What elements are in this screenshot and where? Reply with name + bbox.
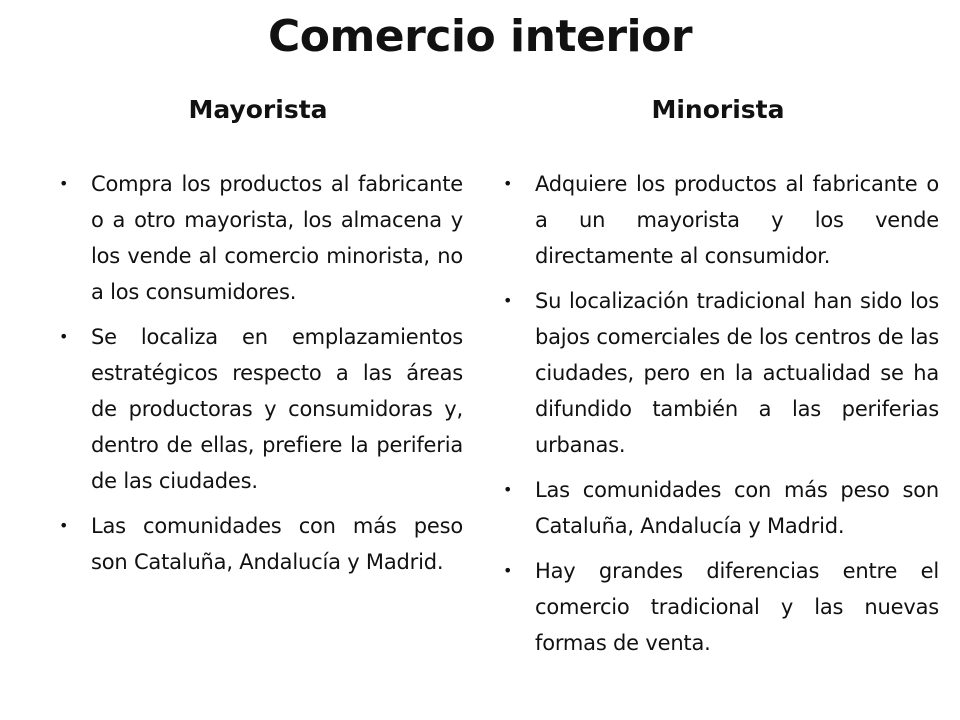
bullet-list-minorista bbox=[497, 166, 939, 661]
bullet-text: Adquiere los productos al fabricante o a un mayorista y los vende directamente al consumidor. bbox=[535, 172, 939, 268]
bullet-list-mayorista bbox=[53, 166, 463, 580]
list-item bbox=[53, 166, 463, 310]
list-item bbox=[53, 319, 463, 499]
list-item bbox=[497, 472, 939, 544]
bullet-text: Hay grandes diferencias entre el comercio tradicional y las nuevas formas de venta. bbox=[535, 559, 939, 655]
bullet-text: Compra los productos al fabricante o a otro mayorista, los almacena y los vende al comercio minorista, no a los consumidores. bbox=[91, 172, 463, 304]
column-heading-mayorista: Mayorista bbox=[188, 95, 328, 124]
list-item bbox=[497, 283, 939, 463]
bullet-icon: • bbox=[59, 327, 69, 346]
column-heading-minorista: Minorista bbox=[651, 95, 785, 124]
bullet-icon: • bbox=[503, 291, 513, 310]
slide-title: Comercio interior bbox=[267, 11, 693, 62]
bullet-icon: • bbox=[503, 561, 513, 580]
list-item bbox=[53, 508, 463, 580]
column-mayorista bbox=[53, 90, 463, 589]
bullet-text: Se localiza en emplazamientos estratégicos respecto a las áreas de productoras y consumidoras y, dentro de ellas, prefiere la periferia de las ciudades. bbox=[91, 325, 463, 493]
list-item bbox=[497, 166, 939, 274]
list-item bbox=[497, 553, 939, 661]
bullet-icon: • bbox=[59, 516, 69, 535]
bullet-icon: • bbox=[59, 174, 69, 193]
bullet-text: Las comunidades con más peso son Cataluña, Andalucía y Madrid. bbox=[535, 478, 939, 538]
bullet-icon: • bbox=[503, 174, 513, 193]
bullet-text: Las comunidades con más peso son Cataluña, Andalucía y Madrid. bbox=[91, 514, 463, 574]
bullet-text: Su localización tradicional han sido los bajos comerciales de los centros de las ciudades, pero en la actualidad se ha difundido también a las periferias urbanas. bbox=[535, 289, 939, 457]
column-minorista bbox=[497, 90, 939, 670]
bullet-icon: • bbox=[503, 480, 513, 499]
